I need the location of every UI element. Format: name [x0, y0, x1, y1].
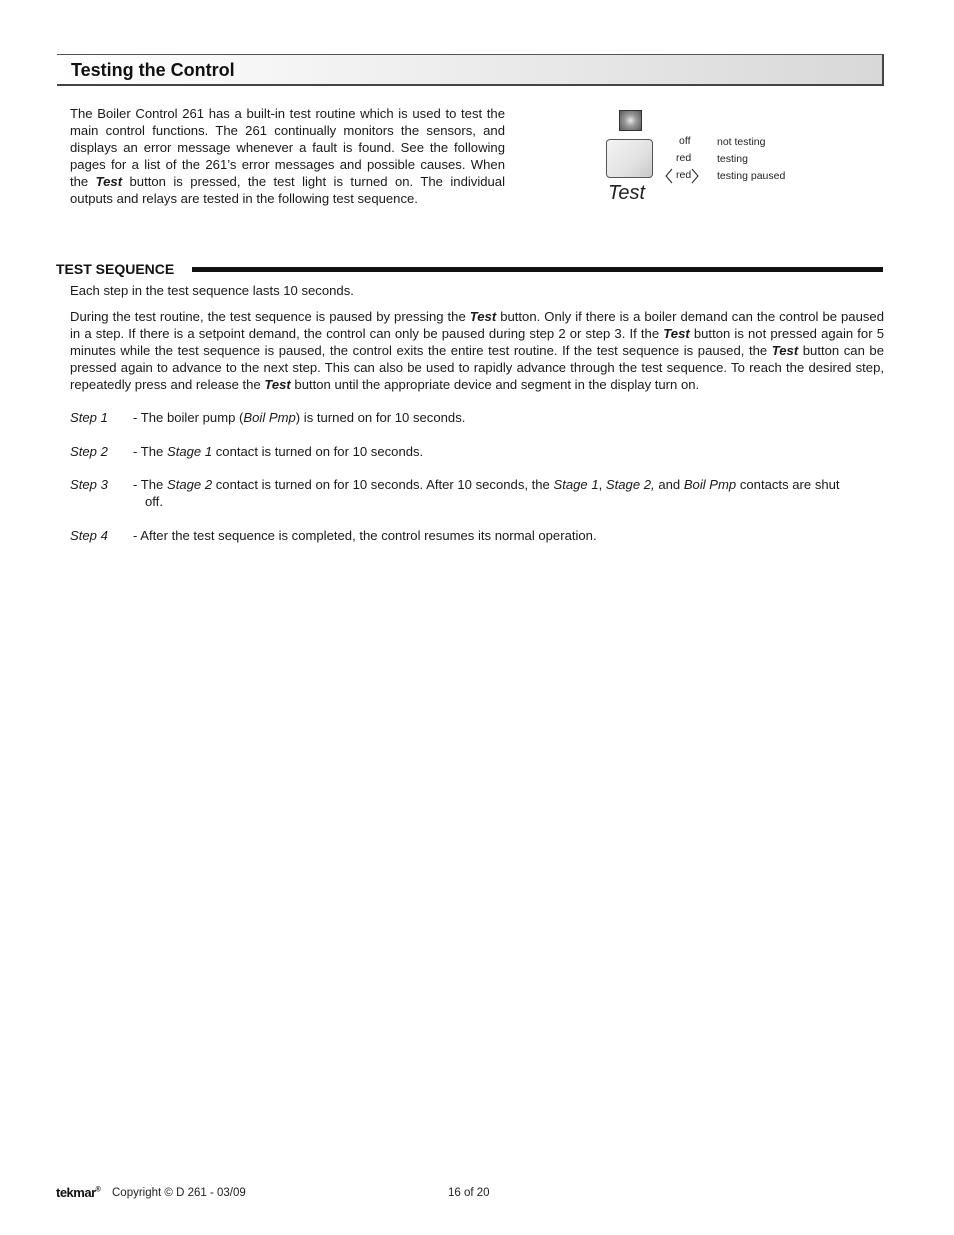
- intro-text-1: The Boiler Control 261 has a built-in test routine which is used to test the main control functions. The 261 continually monitors the sensors, and displays an error message whenever a fault is found. See the following pages for a list of the 261’s error messages and possible causes. When the: [70, 106, 505, 189]
- sequence-intro: Each step in the test sequence lasts 10 seconds.: [70, 283, 354, 298]
- step-4-text: - After the test sequence is completed, the control resumes its normal operation.: [133, 528, 597, 543]
- footer-copyright: Copyright © D 261 - 03/09: [112, 1187, 246, 1199]
- test-light-icon: [619, 110, 642, 131]
- test-sequence-heading: TEST SEQUENCE: [56, 261, 175, 277]
- step-4-label: Step 4: [70, 528, 108, 543]
- step-2-label: Step 2: [70, 444, 108, 459]
- intro-text-2: button is pressed, the test light is turned on. The individual outputs and relays are tested in the following test sequence.: [70, 173, 505, 206]
- state-meaning-not-testing: not testing: [717, 136, 766, 148]
- flashing-indicator-icon: [662, 167, 702, 187]
- state-light-off: off: [679, 135, 691, 147]
- intro-paragraph: [70, 106, 505, 207]
- heading-rule: [192, 267, 883, 272]
- state-meaning-testing-paused: testing paused: [717, 170, 786, 182]
- step-1-text: - The boiler pump (Boil Pmp) is turned on for 10 seconds.: [133, 410, 466, 425]
- intro-test-word: Test: [95, 173, 123, 189]
- step-1-label: Step 1: [70, 410, 108, 425]
- step-3-text: - The Stage 2 contact is turned on for 10 seconds. After 10 seconds, the Stage 1, Stage 2, and Boil Pmp contacts are shut: [133, 477, 840, 492]
- step-3-text-continued: off.: [145, 494, 163, 509]
- sequence-paragraph: During the test routine, the test sequence is paused by pressing the Test button. Only if there is a boiler demand can the control be paused in a step. If there is a setpoint demand, the control can only be paused during step 2 or step 3. If the Test button is not pressed again for 5 minutes while the test sequence is paused, the control exits the entire test routine. If the test sequence is paused, the Test button can be pressed again to advance to the next step. This can also be used to rapidly advance through the test sequence. To reach the desired step, repeatedly press and release the Test button until the appropriate device and segment in the display turn on.: [70, 309, 884, 392]
- tekmar-logo: tekmar®: [56, 1185, 101, 1200]
- step-2-text: - The Stage 1 contact is turned on for 10 seconds.: [133, 444, 424, 459]
- state-light-red: red: [676, 152, 692, 164]
- state-meaning-testing: testing: [717, 153, 748, 165]
- test-button-label: Test: [608, 182, 646, 204]
- state-light-red-flashing: red: [676, 169, 692, 181]
- test-button-graphic: [606, 139, 653, 178]
- section-title: Testing the Control: [71, 60, 235, 80]
- footer-page-number: 16 of 20: [448, 1187, 490, 1199]
- step-3-label: Step 3: [70, 477, 108, 492]
